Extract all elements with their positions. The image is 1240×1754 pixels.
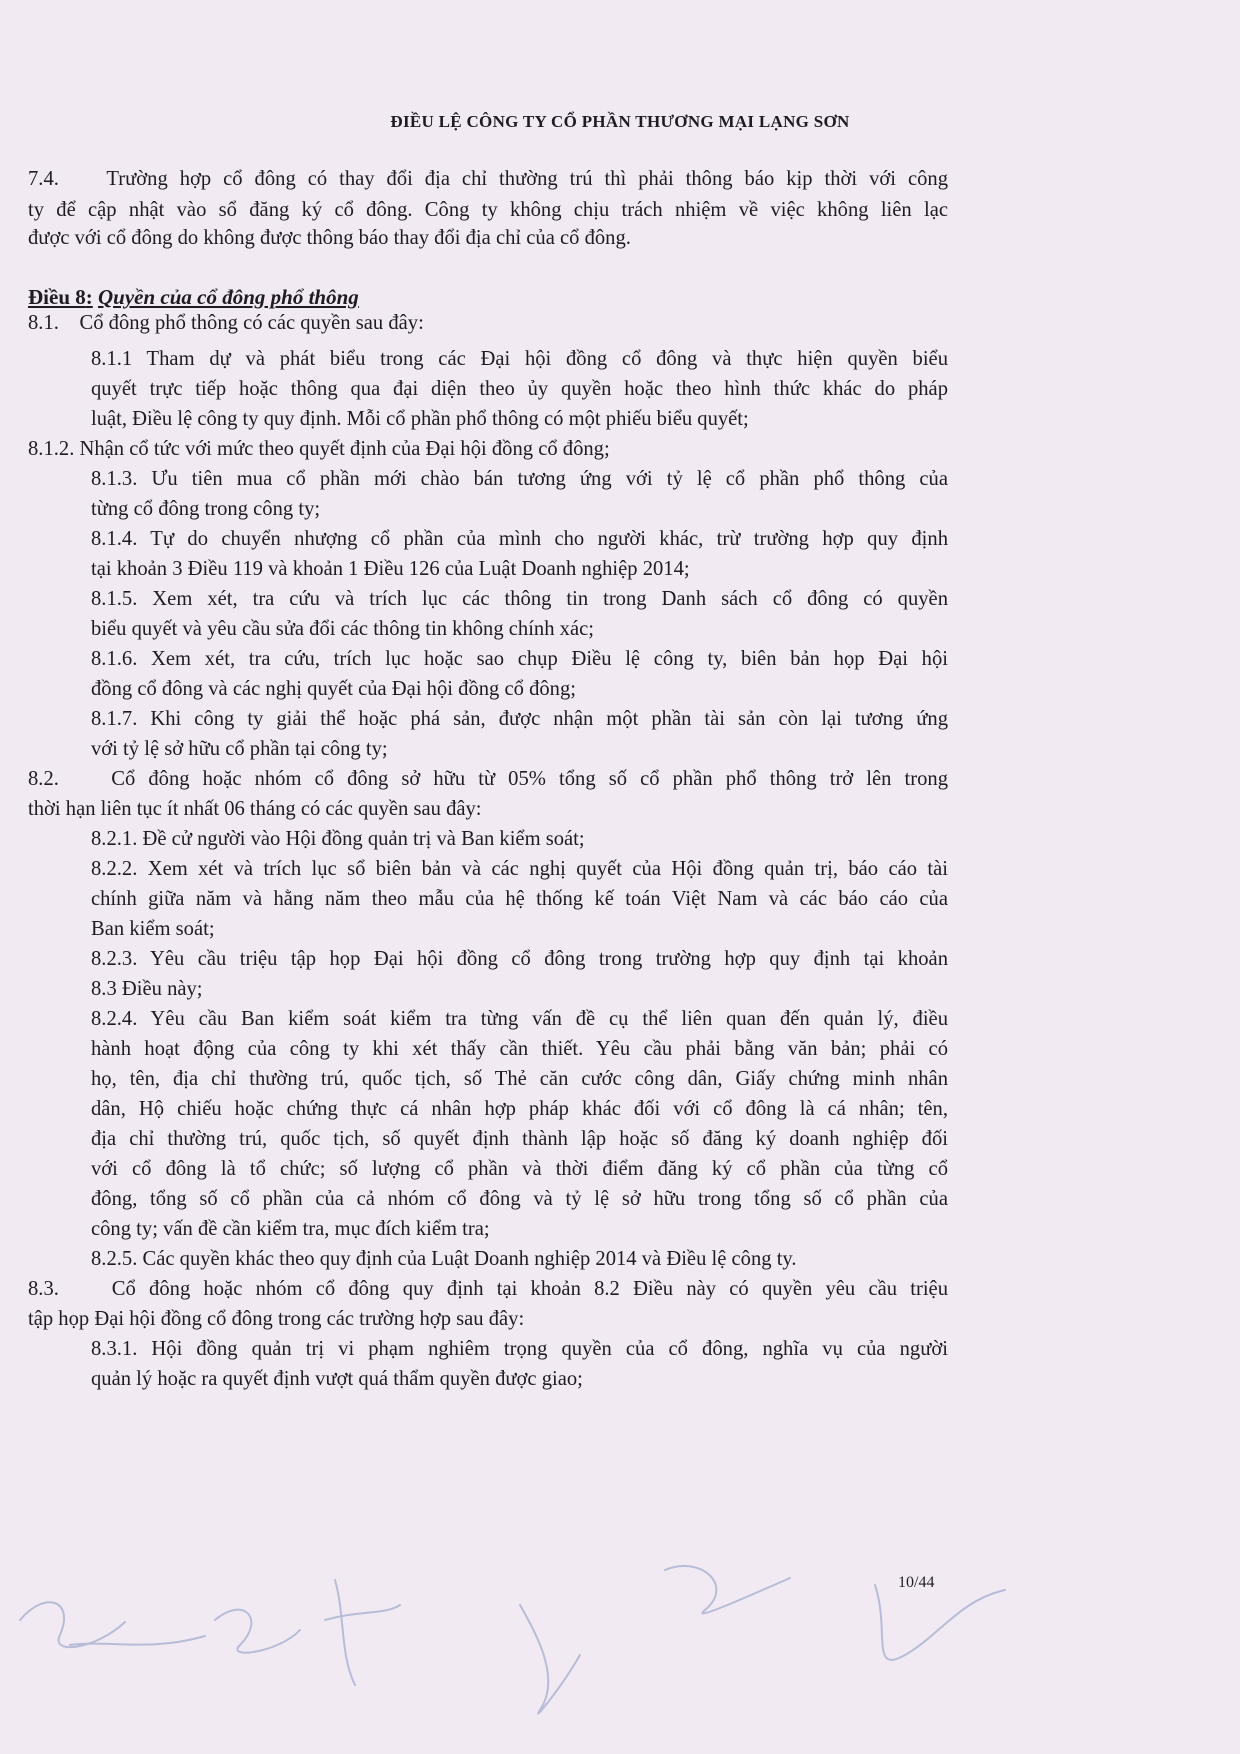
text-line: 8.1.7. Khi công ty giải thể hoặc phá sản, được nhận một phần tài sản còn lại tương ứng [91,708,948,730]
text-line: công ty; vấn đề cần kiểm tra, mục đích kiểm tra; [91,1218,490,1240]
text-line: thời hạn liên tục ít nhất 06 tháng có các quyền sau đây: [28,798,482,820]
text-line: 8.2.4. Yêu cầu Ban kiểm soát kiểm tra từng vấn đề cụ thể liên quan đến quản lý, điều [91,1008,948,1030]
text-line: tại khoản 3 Điều 119 và khoản 1 Điều 126 của Luật Doanh nghiệp 2014; [91,558,690,580]
text-line: hành hoạt động của công ty khi xét thấy cần thiết. Yêu cầu phải bằng văn bản; phải có [91,1038,948,1060]
text-line: Ban kiểm soát; [91,918,215,940]
text-line: luật, Điều lệ công ty quy định. Mỗi cổ phần phổ thông có một phiếu biểu quyết; [91,408,749,430]
text-line: dân, Hộ chiếu hoặc chứng thực cá nhân hợp pháp khác đối với cổ đông là cá nhân; tên, [91,1098,948,1120]
signature-mark [70,1636,205,1645]
article-heading: Điều 8: Quyền của cổ đông phổ thông [28,285,359,309]
text-line: 8.3.1. Hội đồng quản trị vi phạm nghiêm trọng quyền của cổ đông, nghĩa vụ của người [91,1338,948,1360]
text-line: từng cổ đông trong công ty; [91,498,321,520]
signature-mark [875,1585,1005,1660]
text-line: biểu quyết và yêu cầu sửa đổi các thông tin không chính xác; [91,618,594,640]
text-line: 8.1.3. Ưu tiên mua cổ phần mới chào bán tương ứng với tỷ lệ cổ phần phổ thông của [91,468,948,490]
signature-mark [665,1566,790,1613]
text-line: đồng cổ đông và các nghị quyết của Đại hội đồng cổ đông; [91,678,576,700]
text-line: 8.2. Cổ đông hoặc nhóm cổ đông sở hữu từ 05% tổng số cổ phần phổ thông trở lên trong [28,768,948,790]
text-line: 8.3 Điều này; [91,978,203,1000]
text-line: 8.2.2. Xem xét và trích lục sổ biên bản và các nghị quyết của Hội đồng quản trị, báo cáo tài [91,858,948,880]
initials-signatures [0,1560,1240,1754]
signature-mark [20,1602,125,1647]
text-line: đông, tổng số cổ phần của cả nhóm cổ đông và tỷ lệ sở hữu trong tổng số cổ phần của [91,1188,948,1210]
document-header: ĐIỀU LỆ CÔNG TY CỔ PHẦN THƯƠNG MẠI LẠNG SƠN [390,112,850,131]
text-line: 8.1.4. Tự do chuyển nhượng cổ phần của mình cho người khác, trừ trường hợp quy định [91,528,948,550]
text-line: ty để cập nhật vào sổ đăng ký cổ đông. Công ty không chịu trách nhiệm về việc không liên lạc [28,199,948,221]
text-line: với tỷ lệ sở hữu cổ phần tại công ty; [91,738,388,760]
text-line: 8.1.2. Nhận cổ tức với mức theo quyết định của Đại hội đồng cổ đông; [28,438,610,460]
text-line: họ, tên, địa chỉ thường trú, quốc tịch, số Thẻ căn cước công dân, Giấy chứng minh nhân [91,1068,948,1090]
text-line: địa chỉ thường trú, quốc tịch, số quyết định thành lập hoặc số đăng ký doanh nghiệp đối [91,1128,948,1150]
text-line: quyết trực tiếp hoặc thông qua đại diện theo ủy quyền hoặc theo hình thức khác do pháp [91,378,948,400]
signature-mark [520,1605,580,1714]
text-line: 7.4. Trường hợp cổ đông có thay đổi địa chỉ thường trú thì phải thông báo kịp thời với công [28,168,948,190]
signature-mark [215,1610,300,1653]
text-line: quản lý hoặc ra quyết định vượt quá thẩm quyền được giao; [91,1368,583,1390]
text-line: 8.1.6. Xem xét, tra cứu, trích lục hoặc sao chụp Điều lệ công ty, biên bản họp Đại hội [91,648,948,670]
article-number: Điều 8 [28,285,86,309]
text-line: được với cổ đông do không được thông báo thay đổi địa chỉ của cổ đông. [28,227,631,249]
text-line: 8.2.3. Yêu cầu triệu tập họp Đại hội đồng cổ đông trong trường hợp quy định tại khoản [91,948,948,970]
text-line: với cổ đông là tổ chức; số lượng cổ phần và thời điểm đăng ký cổ phần của từng cổ [91,1158,948,1180]
article-title: Quyền của cổ đông phổ thông [98,285,359,309]
page-number: 10/44 [898,1574,935,1591]
signature-mark [325,1580,400,1685]
text-line: 8.1. Cổ đông phổ thông có các quyền sau đây: [28,312,424,334]
text-line: tập họp Đại hội đồng cổ đông trong các trường hợp sau đây: [28,1308,525,1330]
text-line: 8.2.5. Các quyền khác theo quy định của Luật Doanh nghiệp 2014 và Điều lệ công ty. [91,1248,797,1270]
text-line: 8.2.1. Đề cử người vào Hội đồng quản trị và Ban kiểm soát; [91,828,585,850]
text-line: 8.3. Cổ đông hoặc nhóm cổ đông quy định tại khoản 8.2 Điều này có quyền yêu cầu triệu [28,1278,948,1300]
text-line: 8.1.5. Xem xét, tra cứu và trích lục các thông tin trong Danh sách cổ đông có quyền [91,588,948,610]
text-line: 8.1.1 Tham dự và phát biểu trong các Đại hội đồng cổ đông và thực hiện quyền biểu [91,348,948,370]
text-line: chính giữa năm và hằng năm theo mẫu của hệ thống kế toán Việt Nam và các báo cáo của [91,888,948,910]
